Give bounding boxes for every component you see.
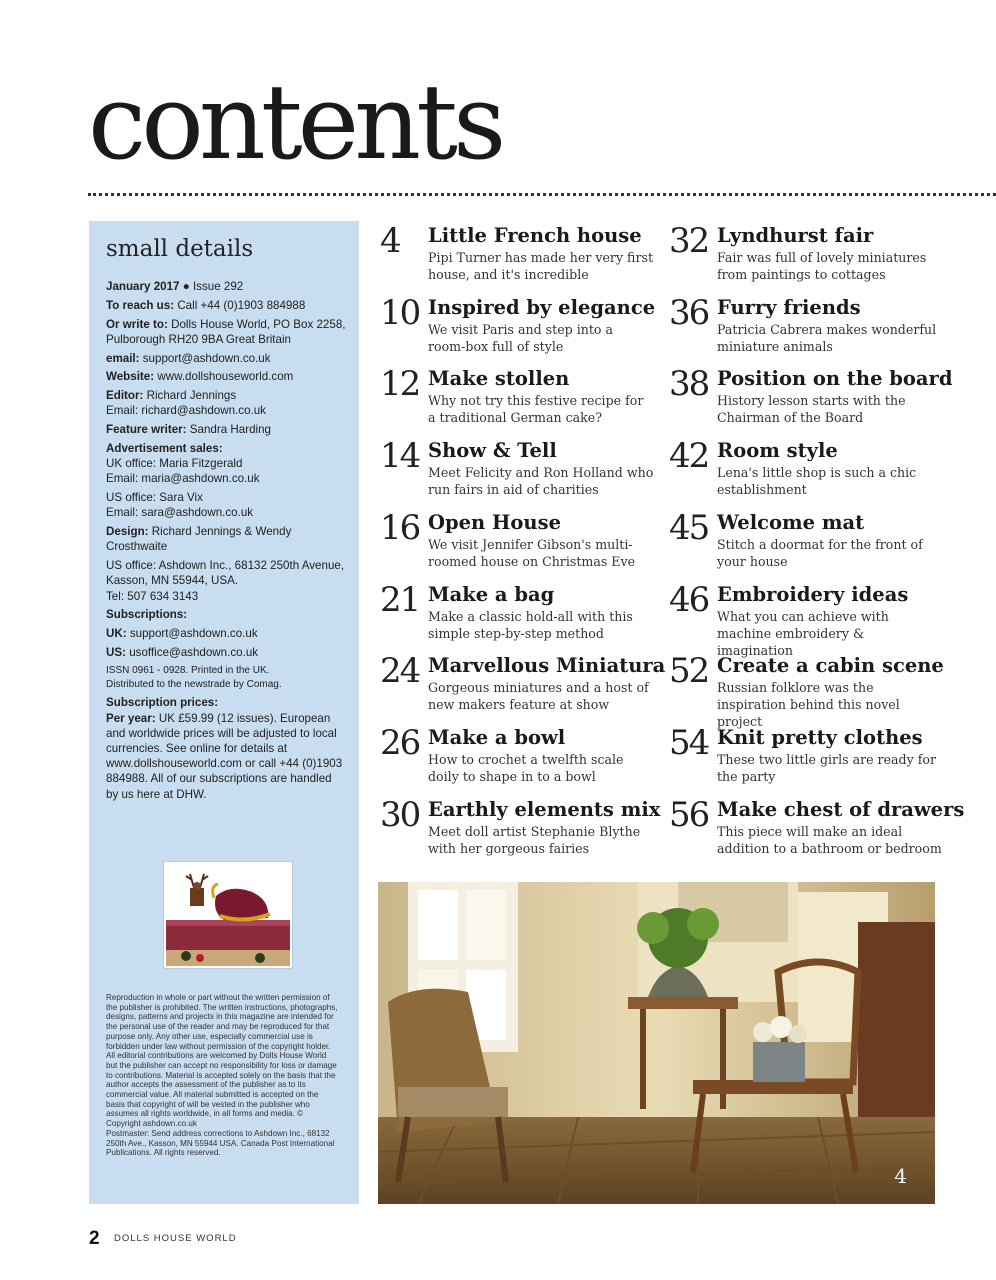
entry-title: Knit pretty clothes [717, 725, 923, 749]
entry-page-number: 54 [669, 722, 709, 763]
entry-title: Earthly elements mix [428, 797, 661, 821]
entry-page-number: 42 [669, 436, 709, 477]
advertisement-sales: Advertisement sales: UK office: Maria Fitzgerald Email: maria@ashdown.co.uk [106, 441, 260, 486]
entry-page-number: 36 [669, 292, 709, 333]
entry-title: Make stollen [428, 367, 570, 391]
subscriptions-heading: Subscriptions: [106, 608, 188, 622]
email-line: email: support@ashdown.co.uk [106, 351, 271, 365]
entry-description: We visit Paris and step into a room-box full of style [428, 321, 614, 354]
sidebar-small-details [89, 221, 359, 1204]
entry-page-number: 14 [380, 436, 420, 477]
entry-title: Lyndhurst fair [717, 224, 874, 247]
entry-page-number: 56 [669, 794, 709, 835]
feature-writer-line: Feature writer: Sandra Harding [106, 423, 271, 437]
entry-description: Fair was full of lovely miniatures from paintings to cottages [717, 250, 927, 282]
entry-description: Meet doll artist Stephanie Blythe with her gorgeous fairies [428, 823, 641, 856]
entry-description: These two little girls are ready for the party [717, 751, 936, 784]
page-title: contents [88, 61, 502, 183]
entry-page-number: 16 [380, 507, 420, 548]
dotted-divider [88, 193, 996, 196]
write-line: Or write to: Dolls House World, PO Box 2258, Pulborough RH20 9BA Great Britain [106, 317, 346, 346]
entry-title: Welcome mat [717, 510, 865, 534]
sidebar-title: small details [106, 236, 254, 262]
entry-title: Position on the board [717, 367, 953, 391]
sidebar-details [106, 279, 346, 805]
postmaster-notice: Postmaster: Send address corrections to Ashdown Inc., 68132 250th Ave., Kasson, MN 55944 USA. Canada Post International Publications. All rights reserved. [106, 1128, 335, 1158]
entry-title: Open House [428, 510, 561, 534]
entry-description: Lena's little shop is such a chic establishment [717, 465, 917, 498]
entry-page-number: 26 [380, 722, 420, 763]
entry-description: We visit Jennifer Gibson's multi-roomed house on Christmas Eve [428, 536, 636, 569]
room-scene-photo [378, 882, 935, 1204]
entry-page-number: 12 [380, 364, 420, 405]
subscriptions-us: US: usoffice@ashdown.co.uk [106, 645, 259, 659]
entry-description: Russian folklore was the inspiration behind this novel project [717, 680, 900, 730]
entry-page-number: 21 [380, 579, 420, 620]
entry-title: Furry friends [717, 295, 861, 319]
entry-title: Make a bag [428, 582, 555, 606]
entry-title: Inspired by elegance [428, 295, 656, 319]
entry-title: Make chest of drawers [717, 797, 965, 821]
sleigh-thumbnail-image [163, 861, 293, 969]
entry-page-number: 32 [669, 221, 709, 261]
design-line: Design: Richard Jennings & Wendy Crosthwaite [106, 525, 292, 554]
legal-notice: Reproduction in whole or part without the written permission of the publisher is prohibited. The written instructions, photographs, designs, patterns and projects in this magazine are intended for the personal use of the reader and may be reproduced for that purpose only. Any other use, especially commercial use is forbidden under law without permission of the copyright holder. All editorial contributions are welcomed by Dolls House World but the publisher can accept no responsibility for loss or damage to contributions. Material is accepted solely on the basis that the author accepts the assessment of the publisher as to its commercial value. All material submitted is accepted on the basis that copyright of will be vested in the publisher who assumes all rights worldwide, in all forms and media. © Copyright ashdown.co.uk Postmaster: Send address corrections to Ashdown Inc., 68132 250th Ave., Kasson, MN 55944 USA. Canada Post International Publications. All rights reserved. [106, 993, 338, 1158]
entry-description: Pipi Turner has made her very first house, and it's incredible [428, 250, 654, 282]
entry-title: Room style [717, 439, 838, 463]
entry-page-number: 38 [669, 364, 709, 405]
editor-line: Editor: Richard Jennings Email: richard@ashdown.co.uk [106, 389, 266, 418]
reach-line: To reach us: Call +44 (0)1903 884988 [106, 298, 306, 312]
us-address: US office: Ashdown Inc., 68132 250th Avenue, Kasson, MN 55944, USA. Tel: 507 634 3143 [106, 559, 345, 603]
entry-description: Gorgeous miniatures and a host of new makers feature at show [428, 680, 649, 713]
entry-page-number: 45 [669, 507, 709, 548]
entry-page-number: 24 [380, 651, 420, 692]
entry-page-number: 46 [669, 579, 709, 620]
issn-line: ISSN 0961 - 0928. Printed in the UK. Distributed to the newstrade by Comag. [106, 664, 282, 690]
entry-page-number: 10 [380, 292, 420, 333]
entry-description: Meet Felicity and Ron Holland who run fairs in aid of charities [428, 465, 654, 498]
entry-title: Show & Tell [428, 439, 557, 463]
entry-description: Stitch a doormat for the front of your house [717, 536, 923, 569]
page-number: 2 [89, 1228, 100, 1249]
entry-title: Little French house [428, 224, 642, 247]
us-office-line: US office: Sara Vix Email: sara@ashdown.co.uk [106, 491, 254, 520]
entry-title: Create a cabin scene [717, 654, 944, 678]
entry-page-number: 4 [380, 221, 400, 261]
photo-page-ref: 4 [894, 1164, 907, 1188]
issue-line: January 2017 ● Issue 292 [106, 280, 244, 293]
entry-description: How to crochet a twelfth scale doily to shape in to a bowl [428, 751, 624, 784]
entry-description: History lesson starts with the Chairman of the Board [717, 393, 906, 426]
entry-page-number: 30 [380, 794, 420, 835]
entry-description: Make a classic hold-all with this simple step-by-step method [428, 608, 633, 641]
subscriptions-uk: UK: support@ashdown.co.uk [106, 627, 258, 641]
subscription-prices: Subscription prices: Per year: UK £59.99 (12 issues). European and worldwide prices will be adjusted to local currencies. See online for details at www.dollshouseworld.com or call +44 (0)1903 884988. All of our subscriptions are handled by us here at DHW. [106, 696, 343, 801]
entry-description: Why not try this festive recipe for a traditional German cake? [428, 393, 644, 426]
entry-description: Patricia Cabrera makes wonderful miniature animals [717, 321, 937, 354]
entry-description: This piece will make an ideal addition to a bathroom or bedroom [717, 823, 942, 856]
publication-name: DOLLS HOUSE WORLD [114, 1233, 237, 1244]
website-line: Website: www.dollshouseworld.com [106, 370, 294, 384]
entry-description: What you can achieve with machine embroidery & imagination [717, 608, 889, 658]
entry-title: Make a bowl [428, 725, 566, 749]
entry-title: Marvellous Miniatura [428, 654, 666, 678]
entry-title: Embroidery ideas [717, 582, 909, 606]
entry-page-number: 52 [669, 651, 709, 692]
